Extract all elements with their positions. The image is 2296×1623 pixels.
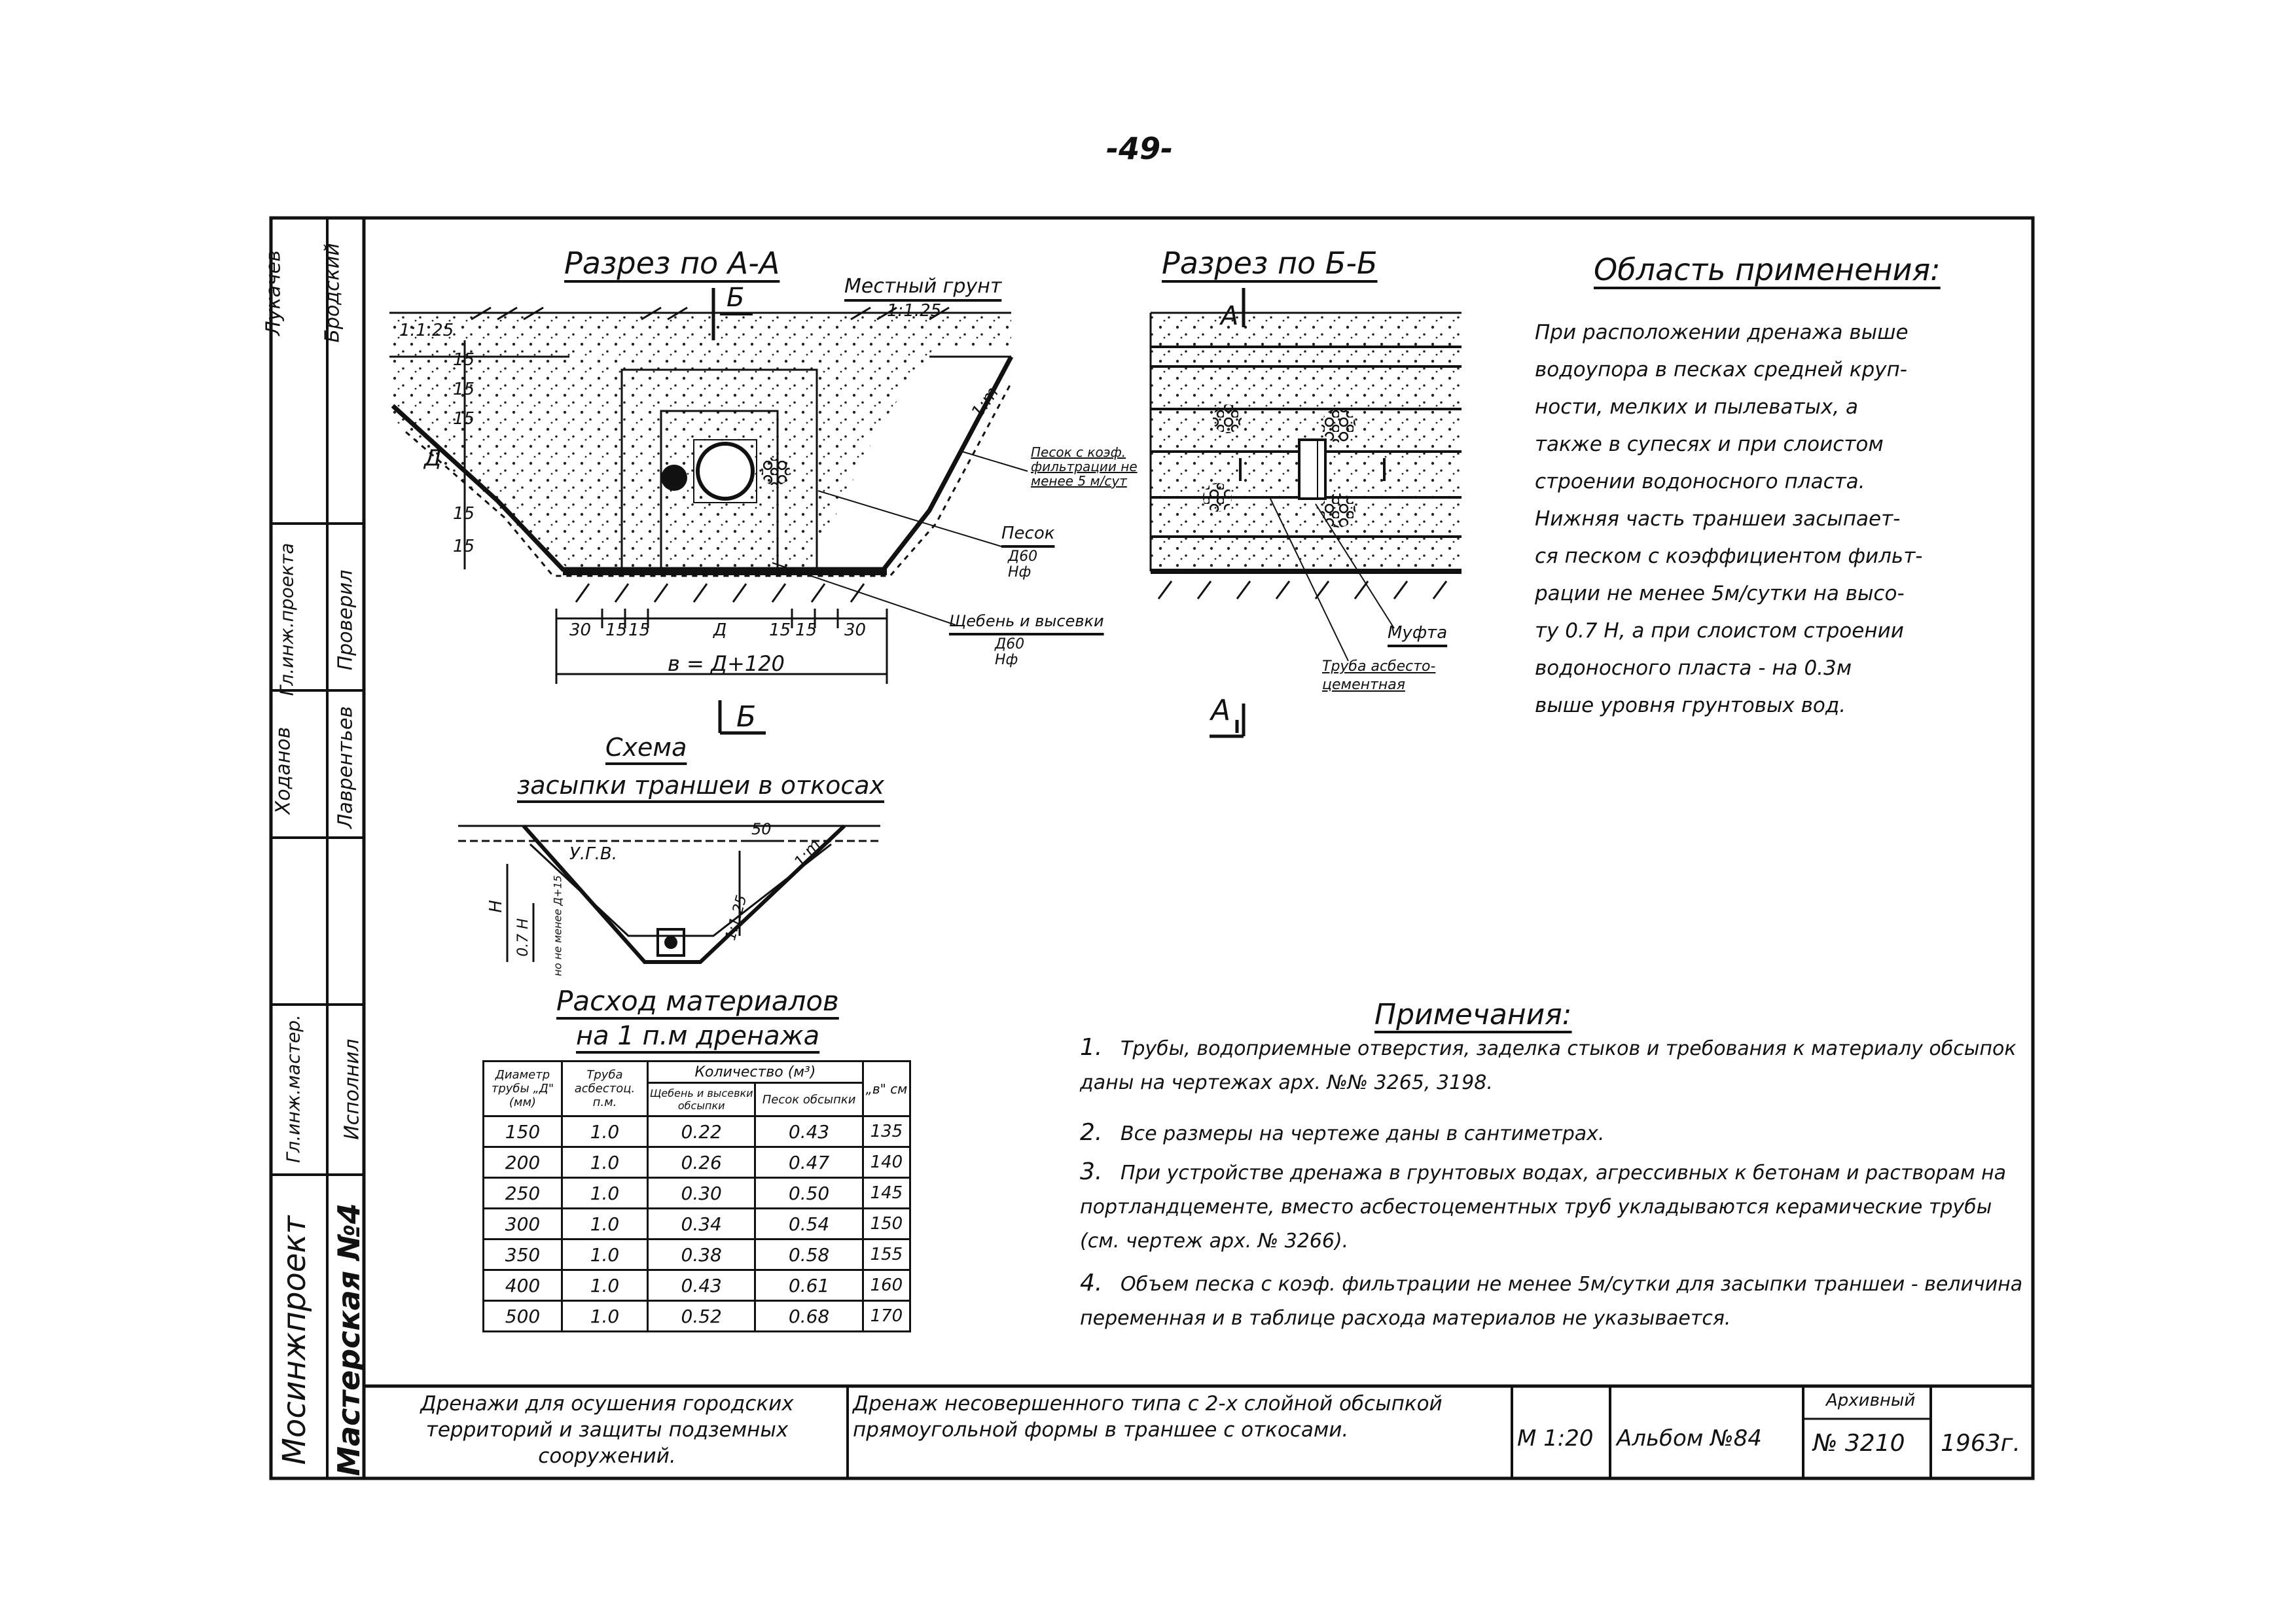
cell-gravel: 0.22 (648, 1116, 755, 1147)
cell-b: 135 (863, 1116, 910, 1147)
cell-diameter: 200 (484, 1147, 562, 1178)
dim-b-3: 15 (628, 620, 651, 640)
cell-sand: 0.47 (755, 1147, 863, 1178)
cell-b: 155 (863, 1240, 910, 1270)
materials-title-2: на 1 п.м дренажа (576, 1021, 820, 1051)
stamp-name-brodsky: Бродский (321, 243, 344, 343)
note-item (1080, 1116, 2036, 1151)
dim-v-2: 15 (453, 380, 475, 399)
sand-filter-label: Песок с коэф. фильтрации не менее 5 м/сут (1031, 444, 1138, 489)
h-label: Н (486, 900, 506, 913)
header-b: „в" см (863, 1061, 910, 1116)
cell-pipe: 1.0 (562, 1270, 647, 1301)
title-year: 1963г. (1941, 1430, 2020, 1457)
title-album: Альбом №84 (1617, 1425, 1762, 1452)
cell-b: 150 (863, 1209, 910, 1240)
note-number: 2. (1080, 1119, 1103, 1146)
title-archive-no: № 3210 (1813, 1430, 1905, 1457)
stamp-name-lukachev: Лукачев (262, 250, 285, 336)
dim-b-4: Д (713, 620, 727, 640)
scope-text (1535, 314, 2019, 724)
note-number: 3. (1080, 1158, 1103, 1185)
d-label: Д (424, 445, 442, 471)
dim-v-4: 15 (453, 504, 475, 524)
stamp-role-executed: Исполнил (340, 1039, 364, 1140)
cell-gravel: 0.43 (648, 1270, 755, 1301)
scheme-title-1: Схема (605, 733, 687, 762)
scope-line: При расположении дренажа выше (1535, 321, 1909, 344)
cell-diameter: 500 (484, 1301, 562, 1332)
cell-pipe: 1.0 (562, 1209, 647, 1240)
header-pipe: Труба асбестоц. п.м. (562, 1061, 647, 1116)
note-text: Все размеры на чертеже даны в сантиметрах. (1121, 1122, 1605, 1145)
scheme-title-2: засыпки траншеи в откосах (517, 771, 885, 800)
dim-b-1: 30 (569, 620, 592, 640)
cell-sand: 0.58 (755, 1240, 863, 1270)
cell-sand: 0.68 (755, 1301, 863, 1332)
title-series: Дренажи для осушения городских территорий и защиты подземных сооружений. (420, 1392, 794, 1468)
cell-pipe: 1.0 (562, 1147, 647, 1178)
note-number: 1. (1080, 1034, 1103, 1061)
cell-b: 145 (863, 1178, 910, 1209)
cut-mark-a-top: А (1221, 301, 1239, 331)
dim-b-7: 30 (844, 620, 867, 640)
cell-b: 140 (863, 1147, 910, 1178)
dim-v-3: 15 (453, 409, 475, 429)
materials-title-1: Расход материалов (556, 985, 839, 1017)
table-row (484, 1270, 910, 1301)
title-scale: М 1:20 (1517, 1425, 1594, 1452)
min-label: но не менее Д+15 (551, 875, 564, 976)
gravel-hf: Нф (995, 652, 1018, 668)
cell-diameter: 300 (484, 1209, 562, 1240)
slope-right-label: 1:m (967, 383, 1003, 422)
stamp-role-checked: Проверил (334, 569, 357, 671)
scheme-slope-125: 1:1.25 (723, 893, 751, 942)
stamp-workshop: Мастерская №4 (331, 1203, 367, 1476)
scope-line: ности, мелких и пылеватых, а (1535, 395, 1859, 419)
scope-line: водоносного пласта - на 0.3м (1535, 656, 1852, 680)
stamp-name-khodanov: Ходанов (272, 726, 295, 815)
table-row (484, 1209, 910, 1240)
cell-sand: 0.43 (755, 1116, 863, 1147)
scope-line: Нижняя часть траншеи засыпает- (1535, 507, 1901, 531)
scope-line: строении водоносного пласта. (1535, 470, 1865, 493)
scope-title: Область применения: (1594, 252, 1941, 287)
cell-b: 170 (863, 1301, 910, 1332)
ugv-label: У.Г.В. (569, 844, 617, 864)
cell-diameter: 350 (484, 1240, 562, 1270)
section-bb-title: Разрез по Б-Б (1162, 245, 1378, 281)
dim-b-6: 15 (795, 620, 817, 640)
note-text: При устройстве дренажа в грунтовых водах, агрессивных к бетонам и растворам на портландцементе, вместо асбестоцементных труб укладываются керамические трубы (см. чертеж арх. № 3266). (1080, 1162, 2007, 1253)
cell-diameter: 150 (484, 1116, 562, 1147)
section-aa-title: Разрез по А-А (564, 245, 780, 281)
table-row (484, 1116, 910, 1147)
table-row (484, 1240, 910, 1270)
stamp-name-lavrentiev: Лаврентьев (334, 705, 357, 829)
stamp-org: Мосинжпроект (276, 1215, 313, 1465)
dim-v-5: 15 (453, 537, 475, 556)
gravel-label: Щебень и высевки (949, 612, 1104, 630)
notes-title: Примечания: (1374, 998, 1572, 1031)
scope-line: выше уровня грунтовых вод. (1535, 694, 1846, 717)
cut-mark-b-top: Б (726, 283, 745, 313)
cell-diameter: 400 (484, 1270, 562, 1301)
cell-gravel: 0.26 (648, 1147, 755, 1178)
sand-hf: Нф (1008, 564, 1031, 580)
note-item (1080, 1155, 2036, 1258)
cell-pipe: 1.0 (562, 1116, 647, 1147)
note-item (1080, 1031, 2036, 1100)
scope-line: ся песком с коэффициентом фильт- (1535, 544, 1923, 568)
scheme-slope-m: 1:m (790, 836, 825, 871)
scope-line: также в супесях и при слоистом (1535, 433, 1884, 456)
table-row (484, 1178, 910, 1209)
table-row (484, 1301, 910, 1332)
scope-line: водоупора в песках средней круп- (1535, 358, 1907, 382)
cell-pipe: 1.0 (562, 1240, 647, 1270)
gravel-d60: Д60 (995, 636, 1025, 652)
dim-v-1: 15 (453, 350, 475, 370)
cell-sand: 0.50 (755, 1178, 863, 1209)
cell-gravel: 0.34 (648, 1209, 755, 1240)
dim-b-5: 15 (769, 620, 791, 640)
header-diameter: Диаметр трубы „Д" (мм) (484, 1061, 562, 1116)
materials-table (482, 1060, 911, 1332)
title-main: Дренаж несовершенного типа с 2-х слойной обсыпкой прямоугольной формы в траншее с откосами. (853, 1392, 1443, 1442)
cell-pipe: 1.0 (562, 1178, 647, 1209)
cell-diameter: 250 (484, 1178, 562, 1209)
stamp-role-project-chief: Гл.инж.проекта (276, 543, 298, 696)
h07-label: 0.7 Н (514, 918, 531, 957)
dim-50-label: 50 (751, 820, 772, 838)
note-text: Трубы, водоприемные отверстия, заделка стыков и требования к материалу обсыпок даны на чертежах арх. №№ 3265, 3198. (1080, 1037, 2017, 1094)
table-row (484, 1147, 910, 1178)
scope-line: ту 0.7 Н, а при слоистом строении (1535, 619, 1904, 643)
header-quantity: Количество (м³) (648, 1061, 863, 1083)
slope-top-right-label: 1:1.25 (887, 301, 942, 321)
page-number: -49- (1106, 131, 1174, 166)
dim-b-2: 15 (605, 620, 628, 640)
cell-gravel: 0.38 (648, 1240, 755, 1270)
coupling-label: Муфта (1388, 623, 1448, 643)
sand-d60: Д60 (1008, 548, 1038, 565)
cut-mark-a-bottom: А (1211, 694, 1231, 727)
pipe-label: Труба асбесто-цементная (1322, 658, 1436, 693)
scope-line: рации не менее 5м/сутки на высо- (1535, 582, 1905, 605)
header-gravel: Щебень и высевки обсыпки (648, 1083, 755, 1116)
note-item (1080, 1266, 2036, 1336)
title-archive-label: Архивный (1826, 1391, 1916, 1410)
cell-gravel: 0.52 (648, 1301, 755, 1332)
slope-left-label: 1:1.25 (399, 321, 454, 340)
cell-sand: 0.61 (755, 1270, 863, 1301)
cell-sand: 0.54 (755, 1209, 863, 1240)
cut-mark-b-bottom: Б (736, 700, 757, 734)
header-sand: Песок обсыпки (755, 1083, 863, 1116)
stamp-role-chief: Гл.инж.мастер. (282, 1014, 304, 1163)
cell-b: 160 (863, 1270, 910, 1301)
width-formula: в = Д+120 (668, 651, 785, 676)
sand-label: Песок (1001, 524, 1055, 543)
local-soil-label: Местный грунт (844, 275, 1002, 298)
cell-pipe: 1.0 (562, 1301, 647, 1332)
cell-gravel: 0.30 (648, 1178, 755, 1209)
note-number: 4. (1080, 1270, 1103, 1296)
note-text: Объем песка с коэф. фильтрации не менее 5м/сутки для засыпки траншеи - величина переменная и в таблице расхода материалов не указывается. (1080, 1273, 2023, 1330)
